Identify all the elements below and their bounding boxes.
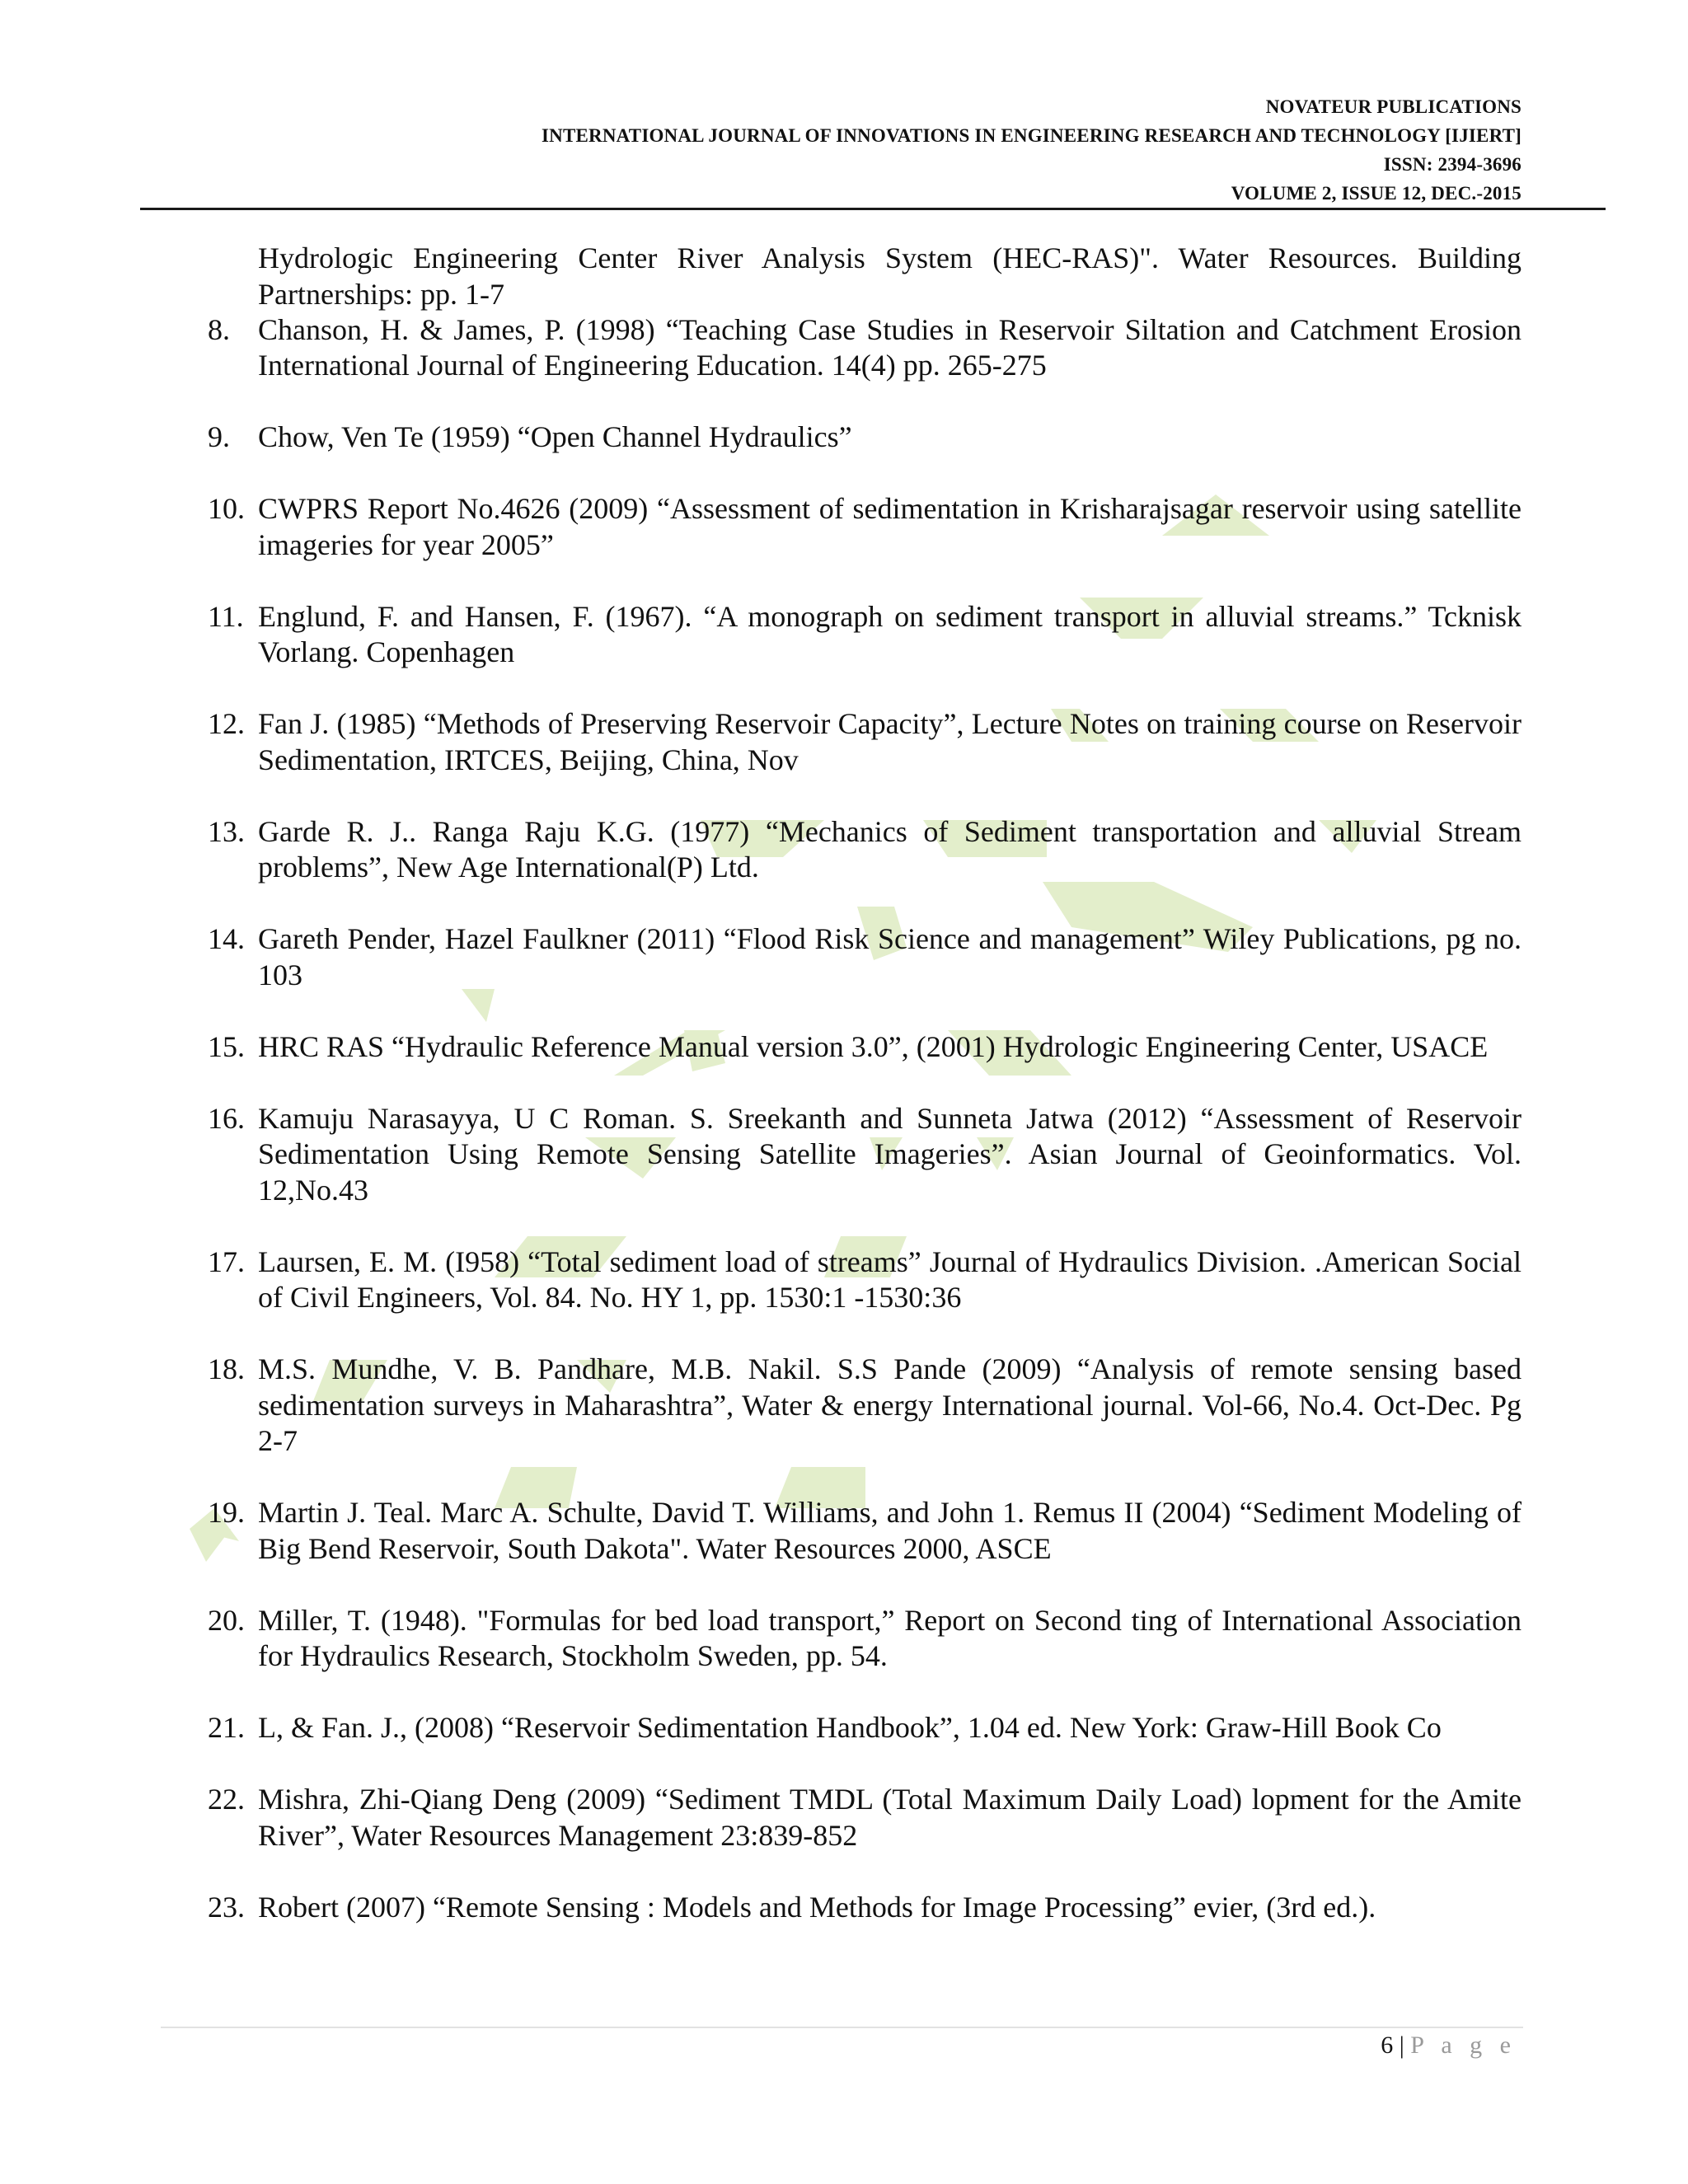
reference-text: Miller, T. (1948). "Formulas for bed load transport,” Report on Second ting of International Association for Hydraulics Research, Stockholm Sweden, pp. 54. xyxy=(258,1603,1522,1672)
reference-text: Englund, F. and Hansen, F. (1967). “A monograph on sediment transport in alluvial streams.” Tcknisk Vorlang. Copenhagen xyxy=(258,599,1522,668)
volume-issue: VOLUME 2, ISSUE 12, DEC.-2015 xyxy=(1231,183,1522,204)
reference-text: Gareth Pender, Hazel Faulkner (2011) “Flood Risk Science and management” Wiley Publications, pg no. 103 xyxy=(258,922,1522,991)
reference-number: 10. xyxy=(208,492,245,525)
continuation-text: Hydrologic Engineering Center River Analysis System (HEC-RAS)". Water Resources. Building Partnerships: pp. 1-7 xyxy=(258,241,1522,311)
reference-text: M.S. Mundhe, V. B. Pandhare, M.B. Nakil. S.S Pande (2009) “Analysis of remote sensing based sedimentation surveys in Maharashtra”, Water & energy International journal. Vol-66, No.4. Oct-Dec. Pg 2-7 xyxy=(258,1352,1522,1457)
reference-item-13 xyxy=(208,814,1522,886)
reference-item-8 xyxy=(208,312,1522,384)
reference-item-14 xyxy=(208,921,1522,993)
reference-text: Laursen, E. M. (I958) “Total sediment load of streams” Journal of Hydraulics Division. .American Social of Civil Engineers, Vol. 84. No. HY 1, pp. 1530:1 -1530:36 xyxy=(258,1244,1522,1314)
publisher-name: NOVATEUR PUBLICATIONS xyxy=(1265,96,1522,117)
reference-text: L, & Fan. J., (2008) “Reservoir Sedimentation Handbook”, 1.04 ed. New York: Graw-Hill Book Co xyxy=(258,1711,1442,1744)
footer-rule xyxy=(161,2027,1523,2028)
journal-name: INTERNATIONAL JOURNAL OF INNOVATIONS IN ENGINEERING RESEARCH AND TECHNOLOGY [IJIERT] xyxy=(542,125,1522,146)
reference-item-9 xyxy=(208,419,1522,456)
reference-number: 9. xyxy=(208,420,230,453)
reference-item-16 xyxy=(208,1101,1522,1209)
reference-item-23 xyxy=(208,1890,1522,1926)
page-label: P a g e xyxy=(1410,2032,1517,2059)
reference-number: 16. xyxy=(208,1101,245,1135)
header-rule xyxy=(140,208,1606,210)
reference-item-20 xyxy=(208,1603,1522,1675)
reference-number: 19. xyxy=(208,1496,245,1529)
reference-number: 22. xyxy=(208,1783,245,1816)
page-footer xyxy=(1381,2029,1517,2062)
reference-text: Martin J. Teal. Marc A. Schulte, David T. Williams, and John 1. Remus II (2004) “Sediment Modeling of Big Bend Reservoir, South Dakota". Water Resources 2000, ASCE xyxy=(258,1496,1522,1565)
reference-number: 21. xyxy=(208,1711,245,1744)
reference-text: Garde R. J.. Ranga Raju K.G. (1977) “Mechanics of Sediment transportation and alluvial Stream problems”, New Age International(P) Ltd. xyxy=(258,814,1522,883)
page-number: 6 xyxy=(1381,2032,1394,2059)
reference-number: 14. xyxy=(208,922,245,955)
reference-item-17 xyxy=(208,1244,1522,1316)
reference-number: 15. xyxy=(208,1029,245,1063)
reference-item-19 xyxy=(208,1495,1522,1567)
reference-number: 13. xyxy=(208,814,245,848)
reference-number: 23. xyxy=(208,1890,245,1924)
reference-item-10 xyxy=(208,491,1522,563)
reference-number: 11. xyxy=(208,599,244,633)
reference-item-11 xyxy=(208,599,1522,671)
reference-number: 12. xyxy=(208,707,245,740)
reference-item-12 xyxy=(208,706,1522,778)
reference-text: Fan J. (1985) “Methods of Preserving Reservoir Capacity”, Lecture Notes on training course on Reservoir Sedimentation, IRTCES, Beijing, China, Nov xyxy=(258,707,1522,776)
reference-text: CWPRS Report No.4626 (2009) “Assessment of sedimentation in Krisharajsagar reservoir using satellite imageries for year 2005” xyxy=(258,492,1522,561)
page-separator: | xyxy=(1393,2032,1411,2059)
reference-number: 20. xyxy=(208,1603,245,1637)
issn: ISSN: 2394-3696 xyxy=(1383,154,1522,175)
reference-number: 18. xyxy=(208,1352,245,1385)
reference-item-18 xyxy=(208,1352,1522,1460)
reference-text: Chanson, H. & James, P. (1998) “Teaching Case Studies in Reservoir Siltation and Catchment Erosion International Journal of Engineering Education. 14(4) pp. 265-275 xyxy=(258,312,1522,382)
reference-item-22 xyxy=(208,1782,1522,1854)
journal-header xyxy=(140,92,1522,208)
reference-text: Kamuju Narasayya, U C Roman. S. Sreekanth and Sunneta Jatwa (2012) “Assessment of Reservoir Sedimentation Using Remote Sensing Satellite Imageries”. Asian Journal of Geoinformatics. Vol. 12,No.43 xyxy=(258,1101,1522,1207)
reference-item-21 xyxy=(208,1710,1522,1746)
reference-number: 8. xyxy=(208,312,230,346)
reference-text: Robert (2007) “Remote Sensing : Models and Methods for Image Processing” evier, (3rd ed.). xyxy=(258,1890,1376,1924)
reference-text: Chow, Ven Te (1959) “Open Channel Hydraulics” xyxy=(258,420,852,453)
reference-text: Mishra, Zhi-Qiang Deng (2009) “Sediment TMDL (Total Maximum Daily Load) lopment for the Amite River”, Water Resources Management 23:839-852 xyxy=(258,1783,1522,1852)
reference-number: 17. xyxy=(208,1244,245,1278)
reference-item-15 xyxy=(208,1029,1522,1066)
reference-text: HRC RAS “Hydraulic Reference Manual version 3.0”, (2001) Hydrologic Engineering Center, USACE xyxy=(258,1029,1489,1063)
reference-list xyxy=(208,276,1522,1925)
